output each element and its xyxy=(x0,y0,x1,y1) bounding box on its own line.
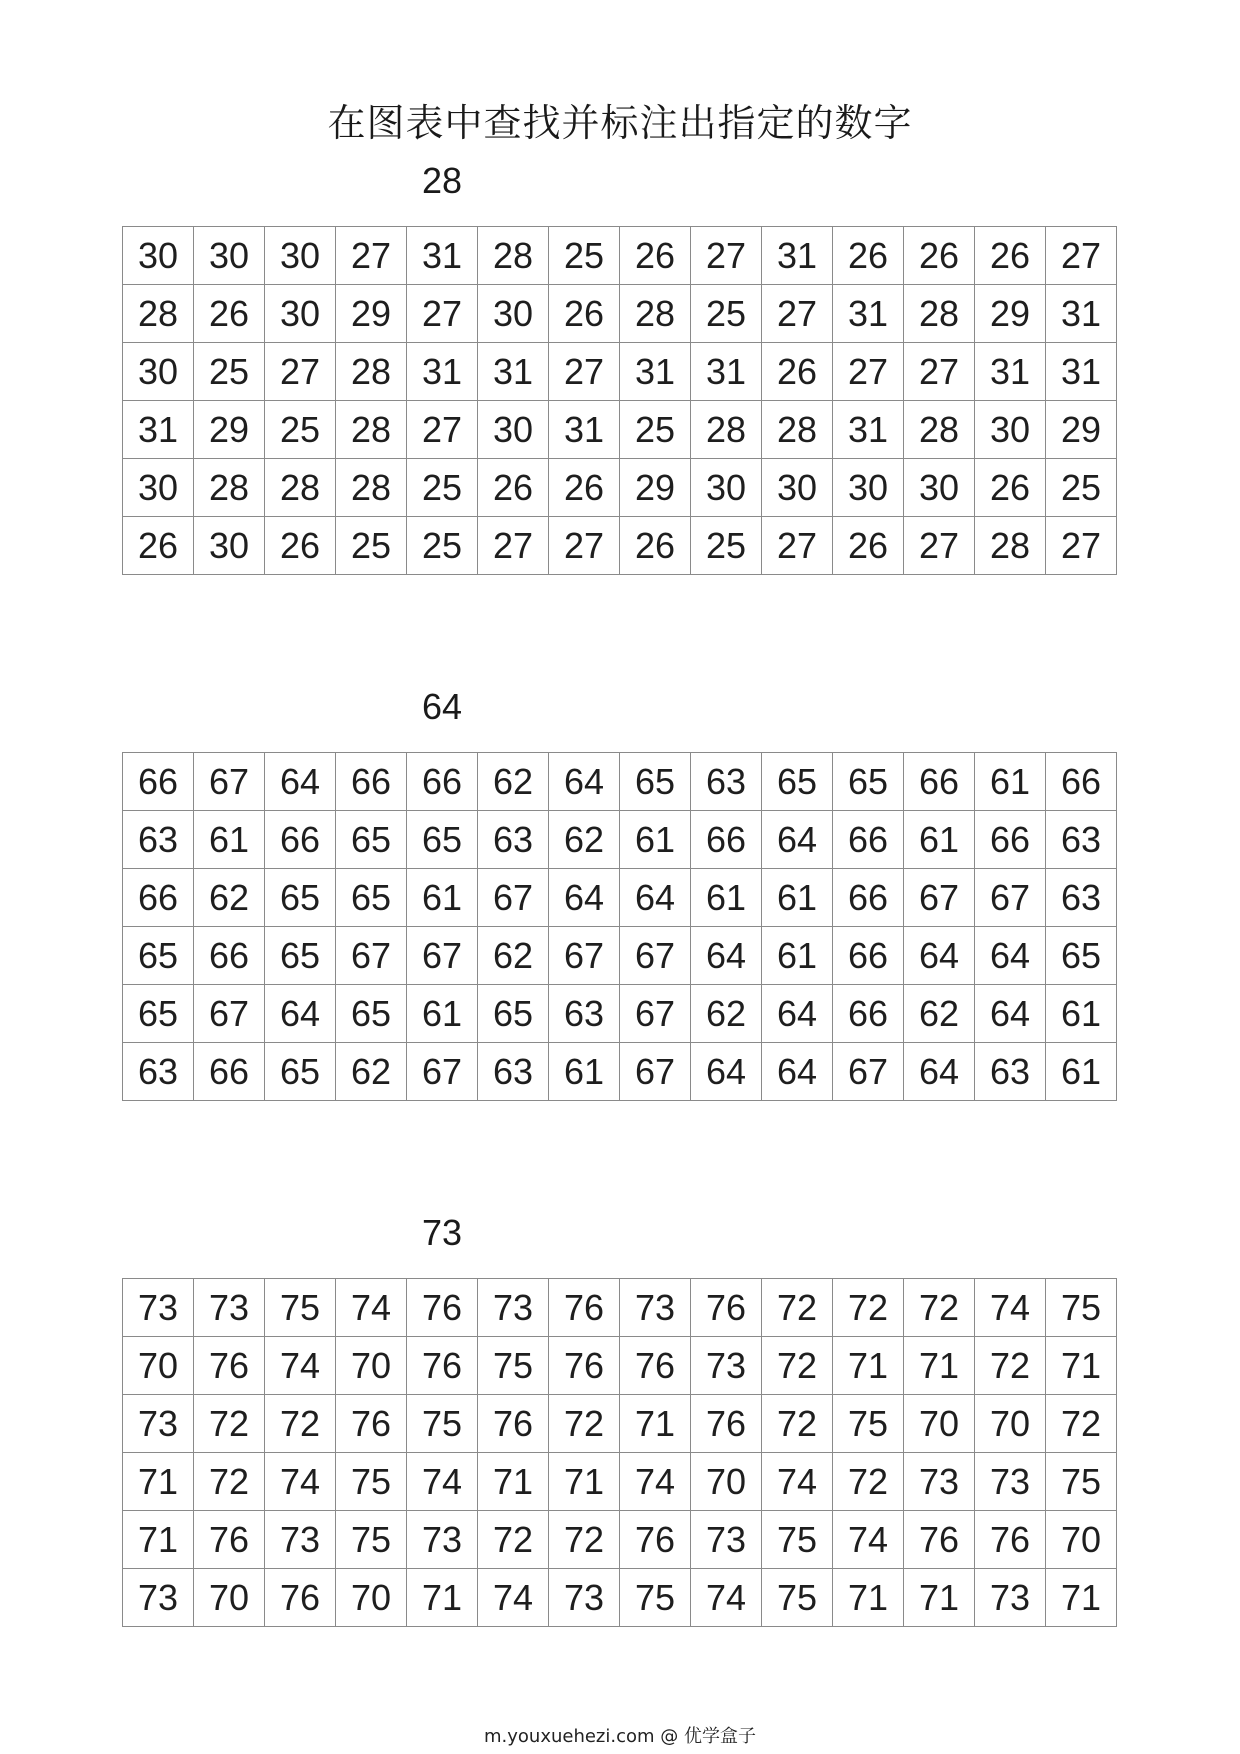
grid-cell[interactable]: 27 xyxy=(549,343,620,401)
grid-cell[interactable]: 64 xyxy=(620,869,691,927)
grid-cell[interactable]: 73 xyxy=(691,1511,762,1569)
grid-cell[interactable]: 26 xyxy=(265,517,336,575)
grid-cell[interactable]: 30 xyxy=(975,401,1046,459)
grid-cell[interactable]: 26 xyxy=(194,285,265,343)
grid-cell[interactable]: 28 xyxy=(975,517,1046,575)
grid-cell[interactable]: 76 xyxy=(549,1279,620,1337)
grid-cell[interactable]: 26 xyxy=(123,517,194,575)
grid-cell[interactable]: 66 xyxy=(975,811,1046,869)
grid-cell[interactable]: 27 xyxy=(1046,227,1117,285)
grid-cell[interactable]: 65 xyxy=(478,985,549,1043)
grid-cell[interactable]: 61 xyxy=(691,869,762,927)
grid-cell[interactable]: 71 xyxy=(904,1569,975,1627)
grid-cell[interactable]: 31 xyxy=(762,227,833,285)
grid-cell[interactable]: 64 xyxy=(762,985,833,1043)
grid-cell[interactable]: 25 xyxy=(407,517,478,575)
grid-cell[interactable]: 73 xyxy=(478,1279,549,1337)
grid-cell[interactable]: 74 xyxy=(478,1569,549,1627)
grid-cell[interactable]: 65 xyxy=(336,869,407,927)
grid-cell[interactable]: 25 xyxy=(691,517,762,575)
grid-cell[interactable]: 30 xyxy=(123,459,194,517)
grid-cell[interactable]: 70 xyxy=(975,1395,1046,1453)
grid-cell[interactable]: 29 xyxy=(194,401,265,459)
grid-cell[interactable]: 70 xyxy=(336,1569,407,1627)
grid-cell[interactable]: 61 xyxy=(194,811,265,869)
grid-cell[interactable]: 31 xyxy=(691,343,762,401)
grid-cell[interactable]: 66 xyxy=(265,811,336,869)
grid-cell[interactable]: 30 xyxy=(478,401,549,459)
grid-cell[interactable]: 63 xyxy=(478,1043,549,1101)
grid-cell[interactable]: 74 xyxy=(620,1453,691,1511)
grid-cell[interactable]: 31 xyxy=(123,401,194,459)
grid-cell[interactable]: 72 xyxy=(762,1395,833,1453)
grid-cell[interactable]: 76 xyxy=(691,1279,762,1337)
grid-cell[interactable]: 72 xyxy=(1046,1395,1117,1453)
grid-cell[interactable]: 67 xyxy=(549,927,620,985)
grid-cell[interactable]: 72 xyxy=(975,1337,1046,1395)
grid-cell[interactable]: 67 xyxy=(336,927,407,985)
grid-cell[interactable]: 67 xyxy=(620,985,691,1043)
grid-cell[interactable]: 74 xyxy=(265,1337,336,1395)
grid-cell[interactable]: 31 xyxy=(975,343,1046,401)
grid-cell[interactable]: 31 xyxy=(549,401,620,459)
grid-cell[interactable]: 63 xyxy=(975,1043,1046,1101)
grid-row xyxy=(123,1569,1117,1627)
grid-cell[interactable]: 28 xyxy=(691,401,762,459)
grid-cell[interactable]: 72 xyxy=(549,1395,620,1453)
grid-cell[interactable]: 61 xyxy=(407,985,478,1043)
grid-cell[interactable]: 72 xyxy=(194,1395,265,1453)
grid-cell[interactable]: 30 xyxy=(194,517,265,575)
grid-cell[interactable]: 30 xyxy=(833,459,904,517)
grid-cell[interactable]: 64 xyxy=(691,927,762,985)
grid-cell[interactable]: 31 xyxy=(407,343,478,401)
grid-cell[interactable]: 76 xyxy=(478,1395,549,1453)
grid-cell[interactable]: 72 xyxy=(833,1453,904,1511)
grid-cell[interactable]: 65 xyxy=(833,753,904,811)
grid-row xyxy=(123,459,1117,517)
grid-cell[interactable]: 70 xyxy=(194,1569,265,1627)
number-grid xyxy=(122,752,1117,1101)
grid-row xyxy=(123,1511,1117,1569)
grid-cell[interactable]: 65 xyxy=(762,753,833,811)
grid-cell[interactable]: 72 xyxy=(478,1511,549,1569)
grid-cell[interactable]: 71 xyxy=(407,1569,478,1627)
grid-cell[interactable]: 28 xyxy=(762,401,833,459)
grid-cell[interactable]: 61 xyxy=(1046,985,1117,1043)
grid-cell[interactable]: 76 xyxy=(407,1279,478,1337)
grid-cell[interactable]: 76 xyxy=(691,1395,762,1453)
grid-cell[interactable]: 28 xyxy=(265,459,336,517)
grid-cell[interactable]: 25 xyxy=(336,517,407,575)
grid-cell[interactable]: 64 xyxy=(691,1043,762,1101)
grid-cell[interactable]: 73 xyxy=(975,1569,1046,1627)
grid-cell[interactable]: 76 xyxy=(265,1569,336,1627)
grid-cell[interactable]: 26 xyxy=(620,227,691,285)
grid-cell[interactable]: 76 xyxy=(975,1511,1046,1569)
grid-cell[interactable]: 74 xyxy=(336,1279,407,1337)
grid-row xyxy=(123,1279,1117,1337)
grid-cell[interactable]: 26 xyxy=(549,459,620,517)
grid-row xyxy=(123,811,1117,869)
grid-cell[interactable]: 61 xyxy=(620,811,691,869)
grid-cell[interactable]: 67 xyxy=(478,869,549,927)
grid-cell[interactable]: 74 xyxy=(691,1569,762,1627)
grid-cell[interactable]: 64 xyxy=(549,869,620,927)
grid-cell[interactable]: 73 xyxy=(549,1569,620,1627)
grid-cell[interactable]: 26 xyxy=(833,227,904,285)
grid-cell[interactable]: 66 xyxy=(123,869,194,927)
grid-cell[interactable]: 66 xyxy=(194,927,265,985)
grid-cell[interactable]: 67 xyxy=(407,1043,478,1101)
grid-cell[interactable]: 27 xyxy=(549,517,620,575)
grid-cell[interactable]: 26 xyxy=(762,343,833,401)
grid-cell[interactable]: 66 xyxy=(1046,753,1117,811)
grid-cell[interactable]: 65 xyxy=(1046,927,1117,985)
grid-cell[interactable]: 25 xyxy=(620,401,691,459)
grid-cell[interactable]: 27 xyxy=(904,343,975,401)
grid-cell[interactable]: 29 xyxy=(1046,401,1117,459)
grid-cell[interactable]: 66 xyxy=(904,753,975,811)
grid-cell[interactable]: 75 xyxy=(1046,1279,1117,1337)
grid-cell[interactable]: 64 xyxy=(975,985,1046,1043)
grid-cell[interactable]: 26 xyxy=(833,517,904,575)
grid-cell[interactable]: 65 xyxy=(265,869,336,927)
grid-cell[interactable]: 67 xyxy=(833,1043,904,1101)
grid-cell[interactable]: 70 xyxy=(123,1337,194,1395)
grid-cell[interactable]: 71 xyxy=(1046,1337,1117,1395)
grid-cell[interactable]: 25 xyxy=(549,227,620,285)
grid-cell[interactable]: 30 xyxy=(478,285,549,343)
grid-cell[interactable]: 75 xyxy=(336,1453,407,1511)
grid-cell[interactable]: 65 xyxy=(265,1043,336,1101)
grid-cell[interactable]: 67 xyxy=(975,869,1046,927)
grid-cell[interactable]: 73 xyxy=(975,1453,1046,1511)
grid-cell[interactable]: 27 xyxy=(407,285,478,343)
grid-cell[interactable]: 65 xyxy=(336,985,407,1043)
grid-cell[interactable]: 72 xyxy=(833,1279,904,1337)
grid-cell[interactable]: 62 xyxy=(904,985,975,1043)
grid-cell[interactable]: 31 xyxy=(833,285,904,343)
grid-cell[interactable]: 61 xyxy=(762,869,833,927)
grid-cell[interactable]: 28 xyxy=(336,343,407,401)
grid-cell[interactable]: 26 xyxy=(904,227,975,285)
grid-cell[interactable]: 28 xyxy=(478,227,549,285)
grid-cell[interactable]: 66 xyxy=(194,1043,265,1101)
grid-cell[interactable]: 75 xyxy=(336,1511,407,1569)
grid-cell[interactable]: 67 xyxy=(904,869,975,927)
grid-cell[interactable]: 76 xyxy=(407,1337,478,1395)
grid-row xyxy=(123,401,1117,459)
grid-cell[interactable]: 76 xyxy=(194,1337,265,1395)
target-number: 28 xyxy=(422,160,463,201)
grid-row xyxy=(123,753,1117,811)
grid-cell[interactable]: 71 xyxy=(123,1511,194,1569)
grid-cell[interactable]: 67 xyxy=(620,1043,691,1101)
grid-cell[interactable]: 75 xyxy=(620,1569,691,1627)
grid-cell[interactable]: 73 xyxy=(691,1337,762,1395)
grid-cell[interactable]: 73 xyxy=(123,1569,194,1627)
grid-cell[interactable]: 28 xyxy=(123,285,194,343)
grid-cell[interactable]: 64 xyxy=(265,985,336,1043)
grid-cell[interactable]: 65 xyxy=(407,811,478,869)
grid-cell[interactable]: 75 xyxy=(833,1395,904,1453)
grid-cell[interactable]: 65 xyxy=(123,927,194,985)
grid-cell[interactable]: 74 xyxy=(265,1453,336,1511)
grid-cell[interactable]: 29 xyxy=(336,285,407,343)
grid-cell[interactable]: 30 xyxy=(194,227,265,285)
grid-cell[interactable]: 74 xyxy=(762,1453,833,1511)
grid-row xyxy=(123,285,1117,343)
number-grid xyxy=(122,1278,1117,1627)
grid-cell[interactable]: 27 xyxy=(1046,517,1117,575)
grid-cell[interactable]: 27 xyxy=(904,517,975,575)
grid-cell[interactable]: 76 xyxy=(336,1395,407,1453)
grid-cell[interactable]: 25 xyxy=(407,459,478,517)
grid-cell[interactable]: 31 xyxy=(1046,285,1117,343)
grid-cell[interactable]: 27 xyxy=(407,401,478,459)
grid-cell[interactable]: 75 xyxy=(478,1337,549,1395)
grid-cell[interactable]: 26 xyxy=(975,227,1046,285)
grid-cell[interactable]: 71 xyxy=(123,1453,194,1511)
grid-cell[interactable]: 76 xyxy=(194,1511,265,1569)
grid-cell[interactable]: 26 xyxy=(478,459,549,517)
grid-cell[interactable]: 76 xyxy=(620,1337,691,1395)
grid-cell[interactable]: 28 xyxy=(336,459,407,517)
grid-cell[interactable]: 31 xyxy=(478,343,549,401)
grid-cell[interactable]: 28 xyxy=(336,401,407,459)
grid-cell[interactable]: 62 xyxy=(194,869,265,927)
grid-cell[interactable]: 71 xyxy=(833,1337,904,1395)
grid-cell[interactable]: 27 xyxy=(265,343,336,401)
page-title: 在图表中查找并标注出指定的数字 xyxy=(327,101,913,145)
grid-cell[interactable]: 27 xyxy=(336,227,407,285)
grid-cell[interactable]: 73 xyxy=(123,1395,194,1453)
number-grid xyxy=(122,226,1117,575)
grid-cell[interactable]: 61 xyxy=(549,1043,620,1101)
grid-cell[interactable]: 70 xyxy=(691,1453,762,1511)
grid-cell[interactable]: 66 xyxy=(407,753,478,811)
grid-cell[interactable]: 30 xyxy=(691,459,762,517)
grid-cell[interactable]: 27 xyxy=(833,343,904,401)
grid-cell[interactable]: 28 xyxy=(904,285,975,343)
grid-cell[interactable]: 31 xyxy=(407,227,478,285)
grid-cell[interactable]: 64 xyxy=(549,753,620,811)
grid-cell[interactable]: 63 xyxy=(478,811,549,869)
grid-cell[interactable]: 75 xyxy=(265,1279,336,1337)
grid-row xyxy=(123,343,1117,401)
grid-cell[interactable]: 71 xyxy=(1046,1569,1117,1627)
grid-cell[interactable]: 66 xyxy=(833,985,904,1043)
grid-cell[interactable]: 62 xyxy=(478,927,549,985)
grid-cell[interactable]: 74 xyxy=(407,1453,478,1511)
grid-cell[interactable]: 61 xyxy=(407,869,478,927)
grid-cell[interactable]: 25 xyxy=(194,343,265,401)
grid-row xyxy=(123,1043,1117,1101)
grid-cell[interactable]: 75 xyxy=(762,1569,833,1627)
grid-cell[interactable]: 67 xyxy=(407,927,478,985)
grid-cell[interactable]: 66 xyxy=(833,811,904,869)
grid-cell[interactable]: 64 xyxy=(265,753,336,811)
grid-cell[interactable]: 74 xyxy=(975,1279,1046,1337)
grid-cell[interactable]: 75 xyxy=(762,1511,833,1569)
grid-row xyxy=(123,985,1117,1043)
grid-cell[interactable]: 62 xyxy=(691,985,762,1043)
grid-cell[interactable]: 25 xyxy=(1046,459,1117,517)
grid-cell[interactable]: 65 xyxy=(620,753,691,811)
grid-cell[interactable]: 73 xyxy=(407,1511,478,1569)
grid-cell[interactable]: 72 xyxy=(904,1279,975,1337)
grid-cell[interactable]: 30 xyxy=(904,459,975,517)
grid-cell[interactable]: 27 xyxy=(762,517,833,575)
grid-cell[interactable]: 70 xyxy=(336,1337,407,1395)
grid-cell[interactable]: 64 xyxy=(762,811,833,869)
grid-cell[interactable]: 66 xyxy=(833,869,904,927)
grid-cell[interactable]: 75 xyxy=(407,1395,478,1453)
grid-cell[interactable]: 31 xyxy=(1046,343,1117,401)
grid-cell[interactable]: 76 xyxy=(549,1337,620,1395)
grid-cell[interactable]: 71 xyxy=(478,1453,549,1511)
grid-cell[interactable]: 61 xyxy=(1046,1043,1117,1101)
grid-row xyxy=(123,227,1117,285)
grid-cell[interactable]: 73 xyxy=(620,1279,691,1337)
target-number: 64 xyxy=(422,686,463,727)
grid-cell[interactable]: 64 xyxy=(762,1043,833,1101)
grid-cell[interactable]: 71 xyxy=(904,1337,975,1395)
grid-cell[interactable]: 62 xyxy=(478,753,549,811)
grid-cell[interactable]: 26 xyxy=(975,459,1046,517)
grid-cell[interactable]: 70 xyxy=(1046,1511,1117,1569)
grid-cell[interactable]: 71 xyxy=(549,1453,620,1511)
grid-cell[interactable]: 63 xyxy=(1046,869,1117,927)
grid-cell[interactable]: 62 xyxy=(549,811,620,869)
grid-cell[interactable]: 66 xyxy=(336,753,407,811)
grid-cell[interactable]: 73 xyxy=(904,1453,975,1511)
grid-cell[interactable]: 26 xyxy=(620,517,691,575)
grid-cell[interactable]: 63 xyxy=(123,1043,194,1101)
grid-cell[interactable]: 64 xyxy=(975,927,1046,985)
grid-cell[interactable]: 67 xyxy=(620,927,691,985)
grid-cell[interactable]: 30 xyxy=(265,285,336,343)
grid-cell[interactable]: 73 xyxy=(265,1511,336,1569)
grid-cell[interactable]: 25 xyxy=(691,285,762,343)
grid-cell[interactable]: 67 xyxy=(194,753,265,811)
grid-cell[interactable]: 61 xyxy=(904,811,975,869)
grid-cell[interactable]: 66 xyxy=(691,811,762,869)
grid-cell[interactable]: 26 xyxy=(549,285,620,343)
grid-cell[interactable]: 30 xyxy=(123,343,194,401)
grid-cell[interactable]: 76 xyxy=(620,1511,691,1569)
grid-cell[interactable]: 72 xyxy=(265,1395,336,1453)
grid-cell[interactable]: 73 xyxy=(194,1279,265,1337)
grid-cell[interactable]: 28 xyxy=(904,401,975,459)
footer-source: m.youxuehezi.com @ 优学盒子 xyxy=(483,1726,756,1747)
grid-cell[interactable]: 30 xyxy=(265,227,336,285)
grid-cell[interactable]: 70 xyxy=(904,1395,975,1453)
grid-cell[interactable]: 65 xyxy=(336,811,407,869)
grid-cell[interactable]: 63 xyxy=(691,753,762,811)
grid-cell[interactable]: 65 xyxy=(265,927,336,985)
grid-cell[interactable]: 61 xyxy=(975,753,1046,811)
grid-cell[interactable]: 27 xyxy=(691,227,762,285)
grid-cell[interactable]: 28 xyxy=(620,285,691,343)
grid-cell[interactable]: 72 xyxy=(762,1279,833,1337)
grid-cell[interactable]: 72 xyxy=(549,1511,620,1569)
grid-cell[interactable]: 66 xyxy=(123,753,194,811)
grid-row xyxy=(123,1337,1117,1395)
grid-cell[interactable]: 25 xyxy=(265,401,336,459)
grid-cell[interactable]: 75 xyxy=(1046,1453,1117,1511)
grid-cell[interactable]: 27 xyxy=(478,517,549,575)
grid-row xyxy=(123,1453,1117,1511)
grid-cell[interactable]: 62 xyxy=(336,1043,407,1101)
grid-cell[interactable]: 29 xyxy=(975,285,1046,343)
grid-cell[interactable]: 74 xyxy=(833,1511,904,1569)
grid-row xyxy=(123,927,1117,985)
grid-cell[interactable]: 65 xyxy=(123,985,194,1043)
grid-cell[interactable]: 31 xyxy=(620,343,691,401)
grid-row xyxy=(123,517,1117,575)
grid-cell[interactable]: 61 xyxy=(762,927,833,985)
grid-cell[interactable]: 72 xyxy=(762,1337,833,1395)
grid-cell[interactable]: 63 xyxy=(123,811,194,869)
grid-cell[interactable]: 30 xyxy=(762,459,833,517)
grid-row xyxy=(123,869,1117,927)
grid-cell[interactable]: 71 xyxy=(833,1569,904,1627)
grid-cell[interactable]: 28 xyxy=(194,459,265,517)
grid-cell[interactable]: 66 xyxy=(833,927,904,985)
grid-row xyxy=(123,1395,1117,1453)
grid-cell[interactable]: 64 xyxy=(904,1043,975,1101)
grid-cell[interactable]: 29 xyxy=(620,459,691,517)
grid-cell[interactable]: 30 xyxy=(123,227,194,285)
target-number: 73 xyxy=(422,1212,463,1253)
grid-cell[interactable]: 27 xyxy=(762,285,833,343)
grid-cell[interactable]: 67 xyxy=(194,985,265,1043)
grid-cell[interactable]: 63 xyxy=(549,985,620,1043)
grid-cell[interactable]: 72 xyxy=(194,1453,265,1511)
grid-cell[interactable]: 73 xyxy=(123,1279,194,1337)
grid-cell[interactable]: 31 xyxy=(833,401,904,459)
grid-cell[interactable]: 76 xyxy=(904,1511,975,1569)
grid-cell[interactable]: 63 xyxy=(1046,811,1117,869)
grid-cell[interactable]: 71 xyxy=(620,1395,691,1453)
grid-cell[interactable]: 64 xyxy=(904,927,975,985)
